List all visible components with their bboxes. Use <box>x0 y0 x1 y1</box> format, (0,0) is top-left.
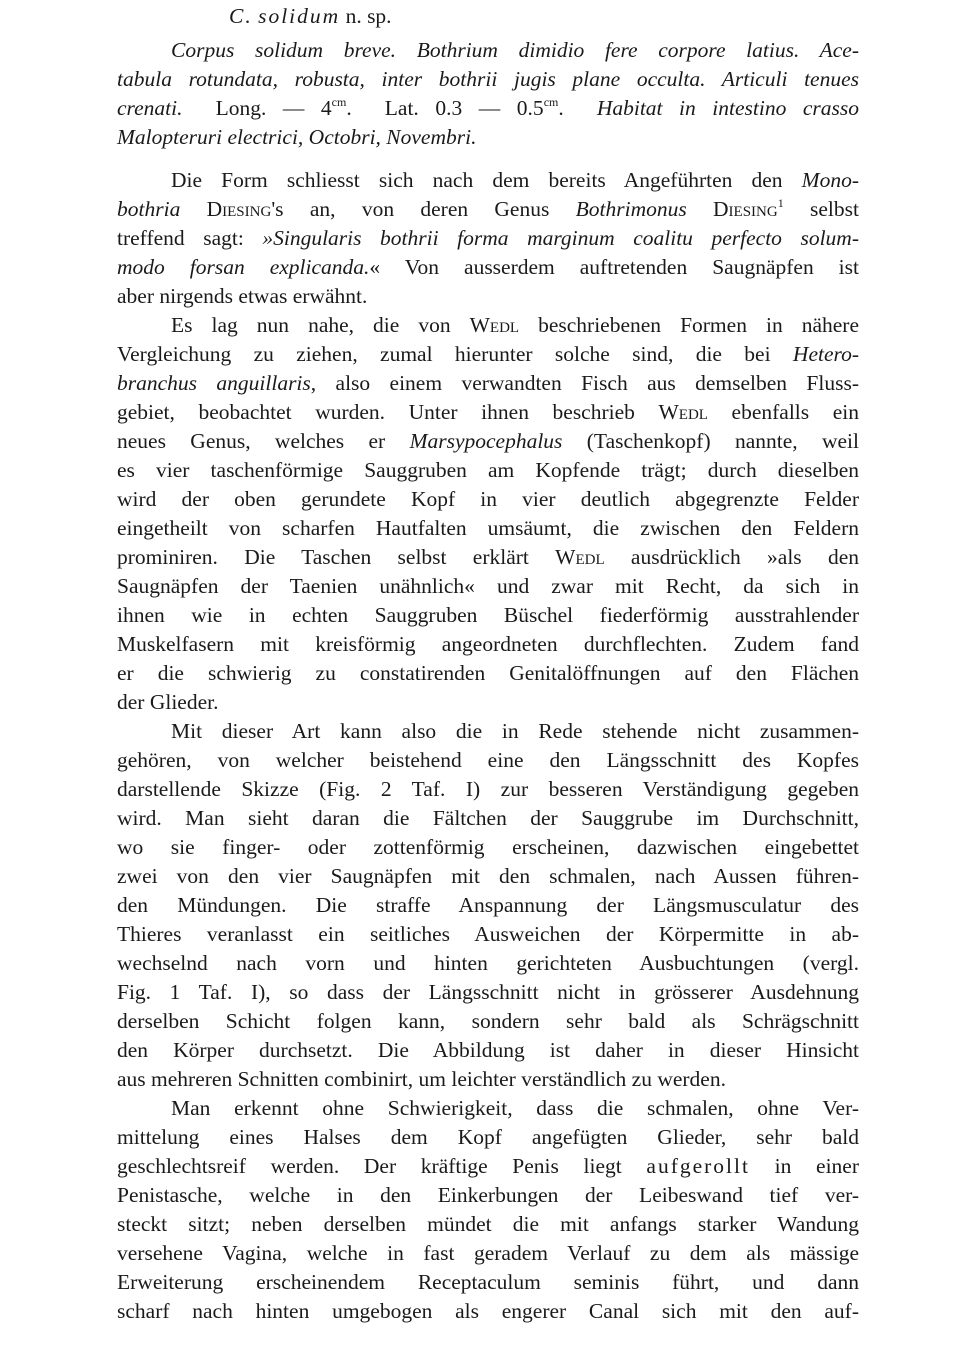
p3-line: den Körper durchsetzt. Die Abbildung ist daher in dieser Hinsicht <box>117 1038 859 1062</box>
p2-line: eingetheilt von scharfen Hautfalten umsäumt, die zwischen den Feldern <box>117 516 859 540</box>
p2-line: der Glieder. <box>117 690 219 714</box>
p1-line: aber nirgends etwas erwähnt. <box>117 284 368 308</box>
p3-line: gehören, von welcher beistehend eine den Längsschnitt des Kopfes <box>117 748 859 772</box>
p1-line: modo forsan explicanda.« Von ausserdem auftretenden Saugnäpfen ist <box>117 255 859 279</box>
p3-line: derselben Schicht folgen kann, sondern sehr bald als Schrägschnitt <box>117 1009 859 1033</box>
p2-line: ihnen wie in echten Sauggruben Büschel fiederförmig ausstrahlender <box>117 603 859 627</box>
p3-line: aus mehreren Schnitten combinirt, um leichter verständlich zu werden. <box>117 1067 726 1091</box>
p2-line: wird der oben gerundete Kopf in vier deutlich abgegrenzte Felder <box>117 487 859 511</box>
species-name: solidum <box>258 4 341 28</box>
p2-line: er die schwierig zu constatirenden Genitalöffnungen auf den Flächen <box>117 661 859 685</box>
p3-line: den Mündungen. Die straffe Anspannung der Längsmusculatur des <box>117 893 859 917</box>
species-note: n. sp. <box>345 4 392 28</box>
footnote-marker: 1 <box>777 196 784 210</box>
p4-line: Erweiterung erscheinendem Receptaculum seminis führt, und dann <box>117 1270 859 1294</box>
p3-line: wechselnd nach vorn und hinten gerichteten Ausbuchtungen (vergl. <box>117 951 859 975</box>
diagnosis-line: Malopteruri electrici, Octobri, Novembri. <box>117 125 477 149</box>
p2-line: Vergleichung zu ziehen, zumal hierunter solche sind, die bei Hetero- <box>117 342 859 366</box>
p4-line: versehene Vagina, welche in fast geradem Verlauf zu dem als mässige <box>117 1241 859 1265</box>
p1-line: treffend sagt: »Singularis bothrii forma marginum coalitu perfecto solum- <box>117 226 859 250</box>
p3-line: Mit dieser Art kann also die in Rede stehende nicht zusammen- <box>171 719 859 743</box>
genus-abbr: C. <box>229 4 253 28</box>
p2-line: es vier taschenförmige Sauggruben am Kopfende trägt; durch dieselben <box>117 458 859 482</box>
p3-line: Thieres veranlasst ein seitliches Ausweichen der Körpermitte in ab- <box>117 922 859 946</box>
p1-line: bothria Diesing's an, von deren Genus Bothrimonus Diesing$^1$ selbst <box>117 196 859 221</box>
p1-line: Die Form schliesst sich nach dem bereits Angeführten den Mono- <box>171 168 859 192</box>
p4-line: geschlechtsreif werden. Der kräftige Penis liegt aufgerollt in einer <box>117 1154 859 1178</box>
p2-line: gebiet, beobachtet wurden. Unter ihnen beschrieb Wedl ebenfalls ein <box>117 400 859 424</box>
p4-line: steckt sitzt; neben derselben mündet die mit anfangs starker Wandung <box>117 1212 859 1236</box>
diagnosis-line: Corpus solidum breve. Bothrium dimidio fere corpore latius. Ace- <box>171 38 859 62</box>
p3-line: Fig. 1 Taf. I), so dass der Längsschnitt nicht in grösserer Ausdehnung <box>117 980 859 1004</box>
p2-line: neues Genus, welches er Marsypocephalus (Taschenkopf) nannte, weil <box>117 429 859 453</box>
p2-line: branchus anguillaris, also einem verwandten Fisch aus demselben Fluss- <box>117 371 859 395</box>
width-value: 0.3 — 0.5 <box>435 96 544 120</box>
p4-line: Man erkennt ohne Schwierigkeit, dass die schmalen, ohne Ver- <box>171 1096 859 1120</box>
p3-line: wo sie finger- oder zottenförmig erscheinen, dazwischen eingebettet <box>117 835 859 859</box>
p2-line: Saugnäpfen der Taenien unähnlich« und zwar mit Recht, da sich in <box>117 574 859 598</box>
p2-line: prominiren. Die Taschen selbst erklärt Wedl ausdrücklich »als den <box>117 545 859 569</box>
species-heading <box>229 2 392 31</box>
diagnosis-line: tabula rotundata, robusta, inter bothrii jugis plane occulta. Articuli tenues <box>117 67 859 91</box>
p2-line: Es lag nun nahe, die von Wedl beschriebenen Formen in nähere <box>171 313 859 337</box>
p4-line: mittelung eines Halses dem Kopf angefügten Glieder, sehr bald <box>117 1125 859 1149</box>
p4-line: scharf nach hinten umgebogen als engerer Canal sich mit den auf- <box>117 1299 859 1323</box>
p4-line: Penistasche, welche in den Einkerbungen der Leibeswand tief ver- <box>117 1183 859 1207</box>
diagnosis-line-measurements: crenati. Long. — $4^{cm}$. Lat. 0.3 — $0.5^{cm}$. Habitat in intestino crasso <box>117 95 860 120</box>
p3-line: wird. Man sieht daran die Fältchen der Sauggrube im Durchschnitt, <box>117 806 859 830</box>
length-value: 4 <box>320 96 332 120</box>
p3-line: darstellende Skizze (Fig. 2 Taf. I) zur besseren Verständigung gegeben <box>117 777 859 801</box>
p3-line: zwei von den vier Saugnäpfen mit den schmalen, nach Aussen führen- <box>117 864 859 888</box>
p2-line: Muskelfasern mit kreisförmig angeordneten durchflechten. Zudem fand <box>117 632 859 656</box>
